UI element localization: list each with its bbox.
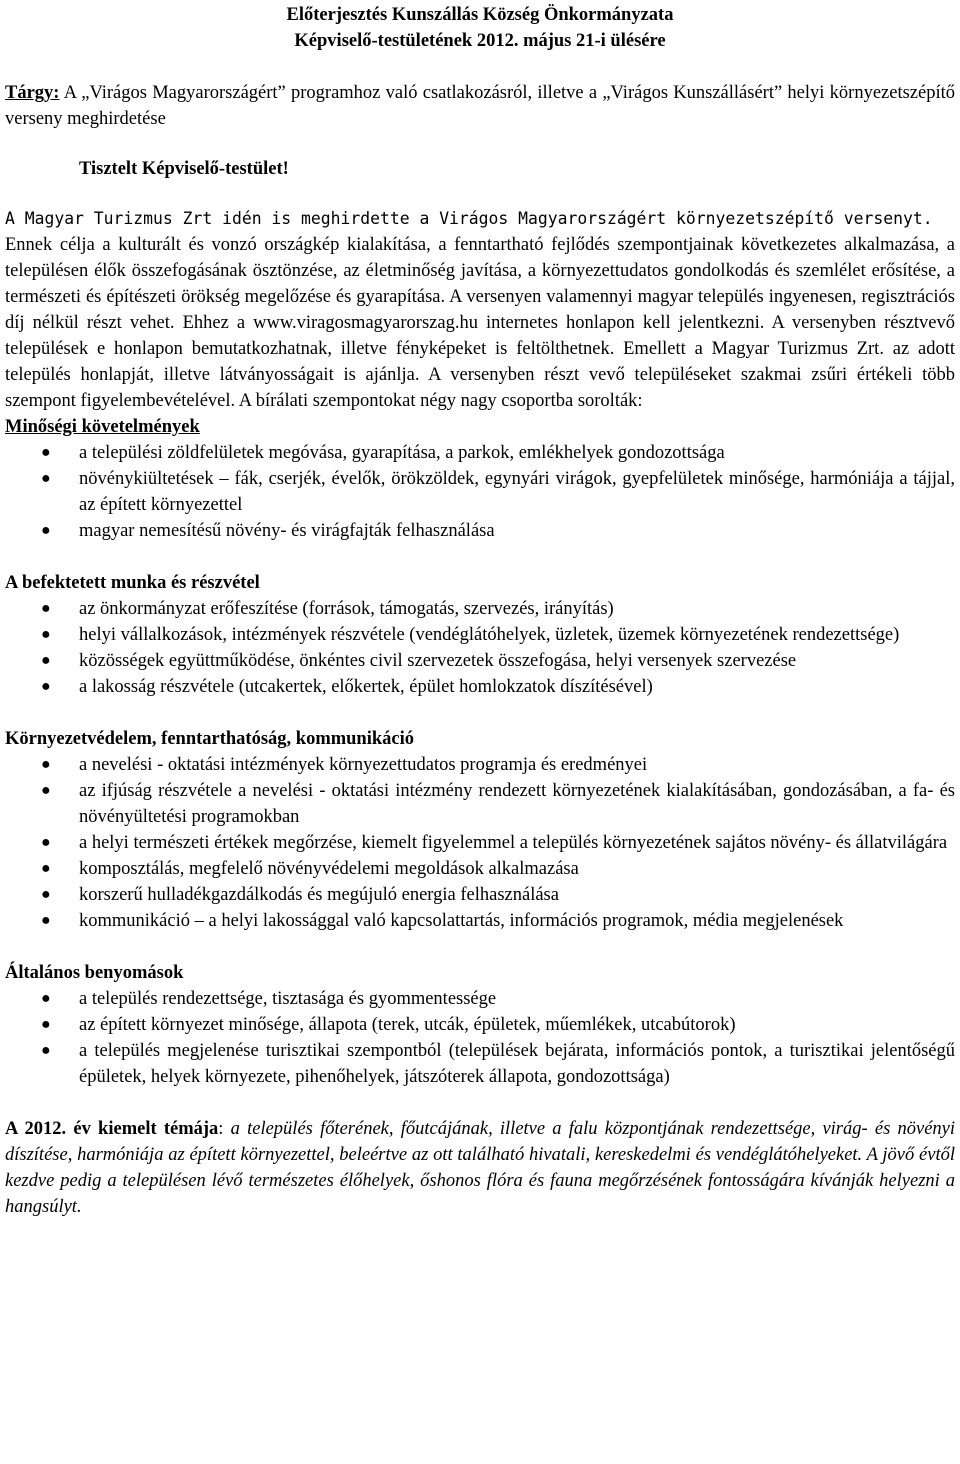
title-line-1: Előterjesztés Kunszállás Község Önkormányzata bbox=[286, 5, 674, 25]
section-minosegi bbox=[5, 414, 955, 544]
bullet-icon: ● bbox=[41, 522, 51, 539]
bullet-icon: ● bbox=[41, 990, 51, 1007]
list-item: ● komposztálás, megfelelő növényvédelemi megoldások alkalmazása bbox=[5, 856, 955, 882]
highlight-paragraph bbox=[5, 1116, 955, 1220]
bullet-icon: ● bbox=[41, 782, 51, 799]
subject-text: A „Virágos Magyarországért” programhoz való csatlakozásról, illetve a „Virágos Kunszállásért” helyi környezetszépítő verseny meghirdetése bbox=[5, 83, 955, 129]
criteria-list bbox=[5, 596, 955, 700]
list-item: ● a települési zöldfelületek megóvása, gyarapítása, a parkok, emlékhelyek gondozottsága bbox=[5, 440, 955, 466]
list-item: ● a nevelési - oktatási intézmények környezettudatos programja és eredményei bbox=[5, 752, 955, 778]
section-befektetett bbox=[5, 570, 955, 700]
highlight-colon: : bbox=[218, 1119, 231, 1139]
bullet-icon: ● bbox=[41, 1016, 51, 1033]
highlight-text: a település főterének, főutcájának, illetve a falu központjának rendezettsége, virág- és növényi díszítése, harmóniája az épített környezettel, beleértve az ott található hivatali, kereskedelmi és vendéglátóhelyeket. A jövő évtől kezdve pedig a településen lévő természetes élőhelyek, őshonos flóra és fauna megőrzésének fontosságára kívánják helyezni a hangsúlyt. bbox=[5, 1119, 956, 1217]
criteria-list bbox=[5, 440, 955, 544]
bullet-icon: ● bbox=[41, 678, 51, 695]
list-item: ● a település rendezettsége, tisztasága és gyommentessége bbox=[5, 986, 955, 1012]
list-item: ● korszerű hulladékgazdálkodás és megújuló energia felhasználása bbox=[5, 882, 955, 908]
list-item: ● növénykiültetések – fák, cserjék, évelők, örökzöldek, egynyári virágok, gyepfelületek minősége, harmóniája a tájjal, az épített környezettel bbox=[5, 466, 955, 518]
bullet-icon: ● bbox=[41, 756, 51, 773]
section-heading: A befektetett munka és részvétel bbox=[5, 573, 260, 593]
subject-block bbox=[5, 80, 955, 132]
criteria-list bbox=[5, 752, 955, 934]
bullet-icon: ● bbox=[41, 600, 51, 617]
bullet-icon: ● bbox=[41, 834, 51, 851]
subject-label: Tárgy: bbox=[5, 83, 60, 103]
list-item: ● a település megjelenése turisztikai szempontból (települések bejárata, információs pontok, a turisztikai jelentőségű épületek, helyek környezete, pihenőhelyek, játszóterek állapota, gondozottsága) bbox=[5, 1038, 955, 1090]
bullet-icon: ● bbox=[41, 860, 51, 877]
list-item: ● helyi vállalkozások, intézmények részvétele (vendéglátóhelyek, üzletek, üzemek környezetének rendezettsége) bbox=[5, 622, 955, 648]
intro-line: A Magyar Turizmus Zrt idén is meghirdette a Virágos Magyarországért környezetszépítő versenyt. bbox=[5, 209, 933, 228]
bullet-icon: ● bbox=[41, 886, 51, 903]
bullet-icon: ● bbox=[41, 470, 51, 487]
body-paragraph: Ennek célja a kulturált és vonzó országkép kialakítása, a fenntartható fejlődés szempontjainak következetes alkalmazása, a településen élők összefogásának ösztönzése, az életminőség javítása, a környezettudatos gondolkodás és szemlélet erősítése, a természeti és építészeti örökség megelőzése és gyarapítása. A versenyen valamennyi magyar település ingyenesen, regisztrációs díj nélkül részt vehet. Ehhez a www.viragosmagyarorszag.hu internetes honlapon kell jelentkezni. A versenyben résztvevő települések e honlapon bemutatkozhatnak, illetve fényképeket is feltölthetnek. Emellett a Magyar Turizmus Zrt. az adott település honlapját, illetve látványosságait is ajánlja. A versenyben részt vevő településeket szakmai zsűri értékeli több szempont figyelembevételével. A bírálati szempontokat négy nagy csoportba sorolták: bbox=[5, 235, 955, 411]
bullet-icon: ● bbox=[41, 1042, 51, 1059]
section-heading: Általános benyomások bbox=[5, 963, 184, 983]
list-item: ● magyar nemesítésű növény- és virágfajták felhasználása bbox=[5, 518, 955, 544]
title-line-2: Képviselő-testületének 2012. május 21-i ülésére bbox=[294, 31, 666, 51]
bullet-icon: ● bbox=[41, 912, 51, 929]
list-item: ● kommunikáció – a helyi lakossággal való kapcsolattartás, információs programok, média megjelenések bbox=[5, 908, 955, 934]
list-item: ● közösségek együttműködése, önkéntes civil szervezetek összefogása, helyi versenyek szervezése bbox=[5, 648, 955, 674]
document-page bbox=[5, 2, 955, 1220]
bullet-icon: ● bbox=[41, 652, 51, 669]
bullet-icon: ● bbox=[41, 626, 51, 643]
list-item: ● a lakosság részvétele (utcakertek, előkertek, épület homlokzatok díszítésével) bbox=[5, 674, 955, 700]
criteria-list bbox=[5, 986, 955, 1090]
list-item: ● az épített környezet minősége, állapota (terek, utcák, épületek, műemlékek, utcabútorok) bbox=[5, 1012, 955, 1038]
section-kornyezetvedelem bbox=[5, 726, 955, 934]
section-altalanos bbox=[5, 960, 955, 1090]
list-item: ● a helyi természeti értékek megőrzése, kiemelt figyelemmel a település környezetének sajátos növény- és állatvilágára bbox=[5, 830, 955, 856]
highlight-lead: A 2012. év kiemelt témája bbox=[5, 1119, 219, 1139]
section-heading: Környezetvédelem, fenntarthatóság, kommunikáció bbox=[5, 729, 415, 749]
bullet-icon: ● bbox=[41, 444, 51, 461]
section-heading: Minőségi követelmények bbox=[5, 417, 200, 437]
salutation: Tisztelt Képviselő-testület! bbox=[79, 159, 289, 179]
list-item: ● az ifjúság részvétele a nevelési - oktatási intézmény rendezett környezetének kialakításában, gondozásában, a fa- és növényültetési programokban bbox=[5, 778, 955, 830]
list-item: ● az önkormányzat erőfeszítése (források, támogatás, szervezés, irányítás) bbox=[5, 596, 955, 622]
